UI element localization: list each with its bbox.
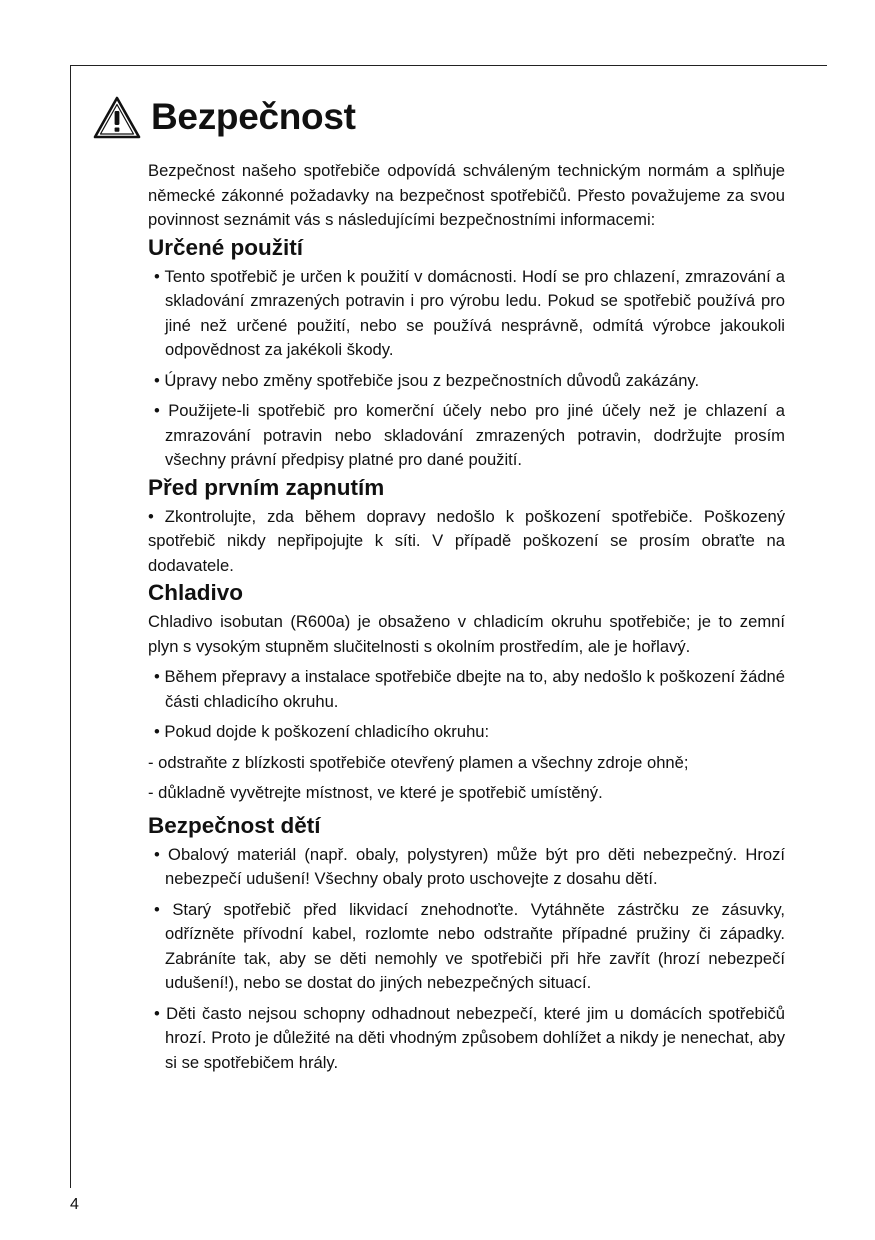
section-heading-intended-use: Určené použití	[148, 234, 304, 260]
left-rule	[70, 65, 71, 1188]
page-number: 4	[70, 1196, 79, 1213]
list-item: • Tento spotřebič je určen k použití v domácnosti. Hodí se pro chlazení, zmrazování a skladování zmrazených potravin i pro výrobu ledu. Pokud se spotřebič používá pro jiné než určené použití, nebo se používá nesprávně, odmítá výrobce jakoukoli odpovědnost za jakékoli škody.	[154, 266, 785, 359]
list-item: • Během přepravy a instalace spotřebiče dbejte na to, aby nedošlo k poškození žádné části chladicího okruhu.	[154, 667, 785, 711]
section-heading-refrigerant: Chladivo	[148, 580, 244, 605]
before-first-use-paragraph: • Zkontrolujte, zda během dopravy nedošlo k poškození spotřebiče. Poškozený spotřebič nikdy nepřipojujte k síti. V případě poškození se prosím obraťte na dodavatele.	[148, 506, 785, 575]
page-title: Bezpečnost	[151, 96, 356, 137]
list-item: • Děti často nejsou schopny odhadnout nebezpečí, které jim u domácích spotřebičů hrozí. Proto je důležité na děti vhodným způsobem dohlížet a nikdy je nenechat, aby si se spotřebičem hrály.	[154, 1003, 785, 1072]
list-item: • Pokud dojde k poškození chladicího okruhu:	[154, 722, 490, 741]
list-item: • Použijete-li spotřebič pro komerční účely nebo pro jiné účely než je chlazení a zmrazování potravin nebo skladování zmrazených potravin, dodržujte prosím všechny právní předpisy platné pro dané použití.	[154, 401, 785, 469]
refrigerant-paragraph: Chladivo isobutan (R600a) je obsaženo v chladicím okruhu spotřebiče; je to zemní plyn s vysokým stupněm slučitelnosti s okolním prostředím, ale je hořlavý.	[148, 612, 785, 656]
section-heading-before-first-use: Před prvním zapnutím	[148, 474, 385, 500]
dash-item: - odstraňte z blízkosti spotřebiče otevřený plamen a všechny zdroje ohně;	[148, 752, 689, 772]
list-item: • Starý spotřebič před likvidací znehodnoťte. Vytáhněte zástrčku ze zásuvky, odřízněte přívodní kabel, rozlomte nebo odstraňte případné pružiny či západky. Zabráníte tak, aby se děti nemohly ve spotřebiči při hře zavřít (hrozí nebezpečí udušení!), nebo se dostat do jiných nebezpečných situací.	[154, 899, 785, 992]
section-heading-child-safety: Bezpečnost dětí	[148, 812, 321, 838]
document-body	[148, 159, 785, 1081]
warning-triangle-icon	[92, 94, 142, 140]
list-item: • Úpravy nebo změny spotřebiče jsou z bezpečnostních důvodů zakázány.	[154, 370, 700, 390]
dash-item: - důkladně vyvětrejte místnost, ve které je spotřebič umístěný.	[148, 783, 603, 802]
intro-paragraph: Bezpečnost našeho spotřebiče odpovídá schváleným technickým normám a splňuje německé zákonné požadavky na bezpečnost spotřebičů. Přesto považujeme za svou povinnost seznámit vás s následujícími bezpečnostními informacemi:	[148, 161, 785, 229]
top-rule	[70, 65, 827, 66]
list-item: • Obalový materiál (např. obaly, polystyren) může být pro děti nebezpečný. Hrozí nebezpečí udušení! Všechny obaly proto uschovejte z dosahu dětí.	[154, 844, 785, 888]
page-header	[92, 92, 356, 142]
